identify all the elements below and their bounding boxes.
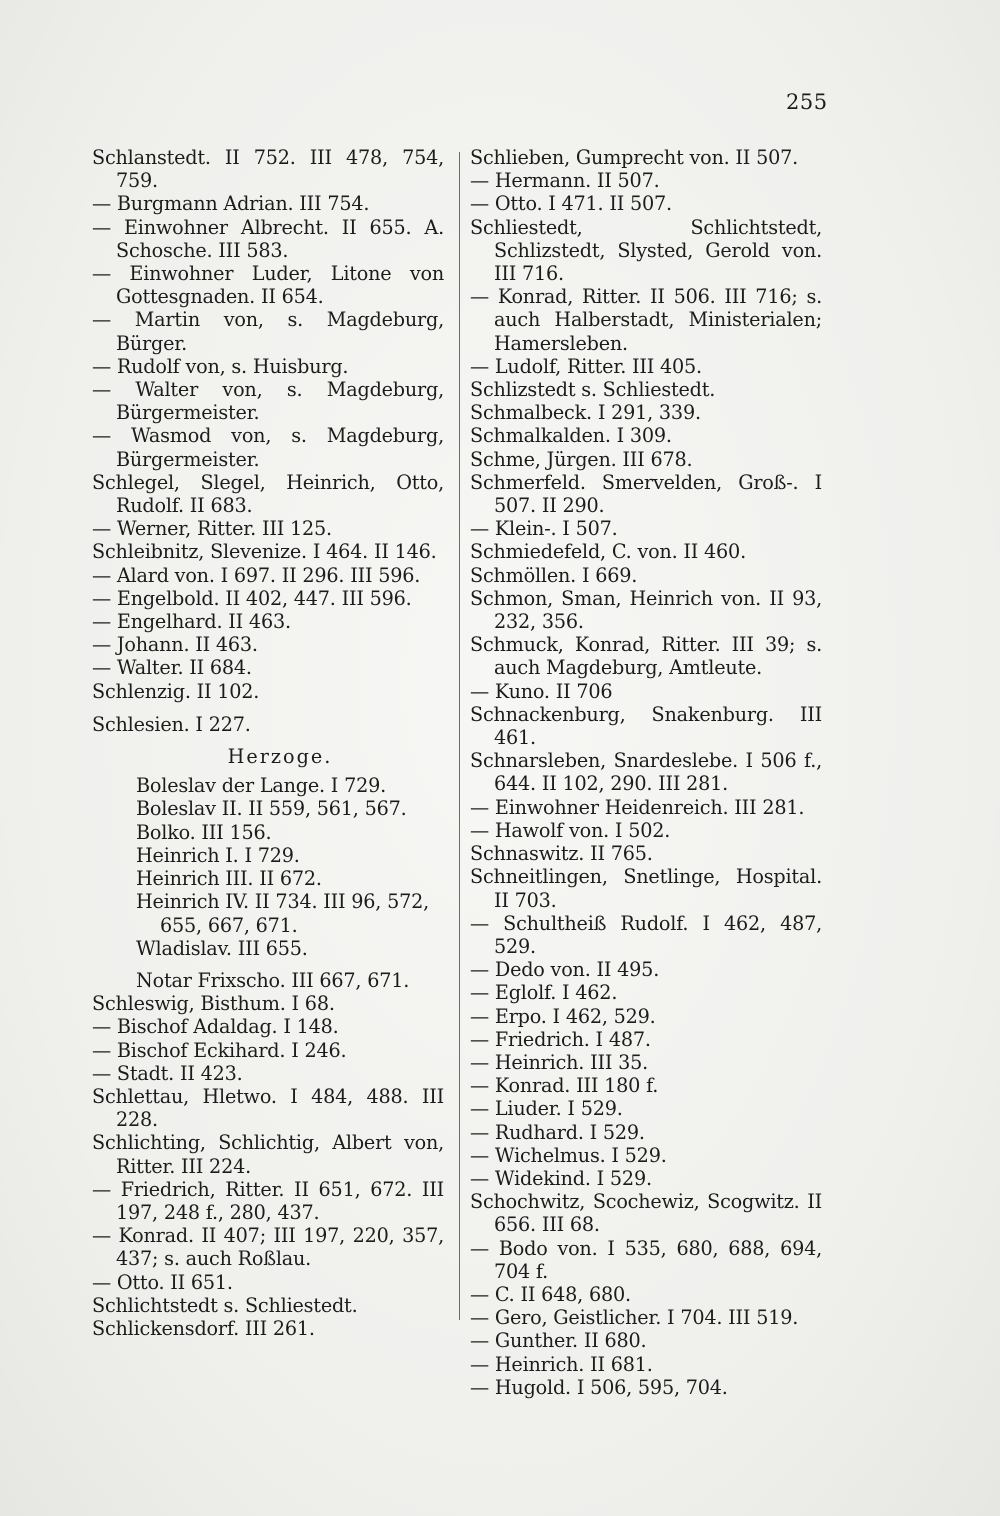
index-entry: Schmiedefeld, C. von. II 460.: [470, 540, 746, 564]
index-entry: — Klein-. I 507.: [470, 517, 618, 541]
index-entry: — Burgmann Adrian. III 754.: [92, 192, 370, 216]
index-entry: — Friedrich, Ritter. II 651, 672. III 197, 248 f., 280, 437.: [92, 1177, 444, 1224]
index-entry: — Dedo von. II 495.: [470, 958, 660, 982]
index-entry: Schlichtstedt s. Schliestedt.: [92, 1293, 358, 1317]
index-entry: — Otto. II 651.: [92, 1270, 233, 1294]
index-entry: Schmerfeld. Smervelden, Groß-. I 507. II 290.: [470, 470, 822, 518]
index-entry: Schlieben, Gumprecht von. II 507.: [470, 146, 799, 169]
index-entry: — Heinrich. III 35.: [470, 1050, 649, 1074]
index-entry: — Rudhard. I 529.: [470, 1120, 645, 1144]
index-entry: — C. II 648, 680.: [470, 1282, 631, 1306]
herzog-entry: Heinrich IV. II 734. III 96, 572, 655, 667, 671.: [136, 890, 430, 937]
index-entry: Schlesien. I 227.: [92, 712, 251, 736]
index-entry: Schlanstedt. II 752. III 478, 754, 759.: [92, 146, 444, 193]
column-divider: [459, 152, 460, 1320]
index-entry: — Friedrich. I 487.: [470, 1027, 651, 1051]
page-number: 255: [786, 90, 828, 114]
index-entry: — Hugold. I 506, 595, 704.: [470, 1375, 728, 1399]
index-entry: — Stadt. II 423.: [92, 1061, 243, 1085]
section-heading-herzoge: Herzoge.: [227, 745, 333, 769]
index-entry: Schmöllen. I 669.: [470, 563, 638, 587]
index-entry: Schleibnitz, Slevenize. I 464. II 146.: [92, 540, 437, 564]
index-entry: Schmuck, Konrad, Ritter. III 39; s. auch Magdeburg, Amtleute.: [470, 633, 822, 680]
index-entry: — Engelbold. II 402, 447. III 596.: [92, 586, 412, 610]
index-entry: — Gero, Geistlicher. I 704. III 519.: [470, 1306, 799, 1330]
index-entry: Schnarsleben, Snardeslebe. I 506 f., 644. II 102, 290. III 281.: [470, 749, 822, 796]
index-entry: Schlegel, Slegel, Heinrich, Otto, Rudolf. II 683.: [92, 470, 444, 518]
index-entry: — Gunther. II 680.: [470, 1329, 647, 1353]
index-entry: — Konrad, Ritter. II 506. III 716; s. auch Halberstadt, Ministerialen; Hamersleben.: [470, 285, 822, 355]
index-entry: — Wichelmus. I 529.: [470, 1143, 667, 1167]
index-entry: Schlichting, Schlichtig, Albert von, Ritter. III 224.: [92, 1131, 444, 1178]
index-entry: — Werner, Ritter. III 125.: [92, 517, 332, 541]
index-entry: — Engelhard. II 463.: [92, 610, 291, 634]
index-entry: — Konrad. III 180 f.: [470, 1074, 659, 1098]
index-entry: — Liuder. I 529.: [470, 1097, 623, 1121]
index-entry: Schmalbeck. I 291, 339.: [470, 401, 701, 425]
index-entry: Schochwitz, Scochewiz, Scogwitz. II 656. III 68.: [470, 1190, 822, 1237]
index-entry: Schleswig, Bisthum. I 68.: [92, 992, 335, 1016]
index-entry: — Heinrich. II 681.: [470, 1352, 653, 1376]
index-entry: Schneitlingen, Snetlinge, Hospital. II 703.: [470, 865, 822, 912]
index-entry: — Einwohner Heidenreich. III 281.: [470, 795, 805, 819]
herzog-entry: Boleslav II. II 559, 561, 567.: [136, 797, 407, 821]
index-entry: — Ludolf, Ritter. III 405.: [470, 354, 702, 378]
index-entry: — Johann. II 463.: [92, 633, 258, 657]
index-entry: — Rudolf von, s. Huisburg.: [92, 354, 349, 378]
index-entry: — Einwohner Luder, Litone von Gottesgnaden. II 654.: [92, 262, 444, 309]
herzog-entry: Heinrich III. II 672.: [136, 867, 322, 891]
index-column-left: [92, 146, 444, 1340]
index-entry: Schme, Jürgen. III 678.: [470, 447, 693, 471]
herzog-entry: Heinrich I. I 729.: [136, 843, 300, 867]
index-entry: Schlenzig. II 102.: [92, 679, 260, 703]
index-entry: — Eglolf. I 462.: [470, 981, 618, 1005]
herzog-entry: Boleslav der Lange. I 729.: [136, 774, 386, 798]
index-entry: Schlettau, Hletwo. I 484, 488. III 228.: [92, 1084, 444, 1132]
herzog-entry: Wladislav. III 655.: [136, 936, 308, 960]
notar-entry: Notar Frixscho. III 667, 671.: [136, 968, 410, 992]
index-entry: — Alard von. I 697. II 296. III 596.: [92, 563, 421, 587]
index-entry: — Bodo von. I 535, 680, 688, 694, 704 f.: [470, 1236, 822, 1283]
index-entry: — Konrad. II 407; III 197, 220, 357, 437; s. auch Roßlau.: [92, 1224, 444, 1271]
index-entry: — Hermann. II 507.: [470, 169, 660, 193]
index-entry: — Hawolf von. I 502.: [470, 818, 671, 842]
index-entry: Schnaswitz. II 765.: [470, 842, 653, 866]
index-entry: — Kuno. II 706: [470, 679, 613, 703]
index-entry: Schmalkalden. I 309.: [470, 424, 672, 448]
index-entry: — Schultheiß Rudolf. I 462, 487, 529.: [470, 911, 822, 958]
index-entry: Schlizstedt s. Schliestedt.: [470, 378, 716, 402]
index-entry: — Bischof Eckihard. I 246.: [92, 1038, 347, 1062]
index-column-right: [470, 146, 822, 1399]
index-entry: Schnackenburg, Snakenburg. III 461.: [470, 702, 822, 750]
index-entry: — Walter von, s. Magdeburg, Bürgermeister.: [92, 378, 444, 425]
index-entry: — Einwohner Albrecht. II 655. A. Schosche. III 583.: [92, 215, 444, 262]
index-entry: — Walter. II 684.: [92, 656, 252, 680]
index-entry: — Erpo. I 462, 529.: [470, 1004, 656, 1028]
index-entry: — Bischof Adaldag. I 148.: [92, 1015, 339, 1039]
index-entry: Schlickensdorf. III 261.: [92, 1316, 315, 1340]
index-entry: — Martin von, s. Magdeburg, Bürger.: [92, 308, 444, 355]
index-entry: — Wasmod von, s. Magdeburg, Bürgermeister.: [92, 424, 444, 471]
herzog-entry: Bolko. III 156.: [136, 820, 272, 844]
index-entry: Schliestedt, Schlichtstedt, Schlizstedt, Slysted, Gerold von. III 716.: [470, 215, 822, 286]
index-entry: — Otto. I 471. II 507.: [470, 192, 672, 216]
index-entry: — Widekind. I 529.: [470, 1166, 652, 1190]
index-entry: Schmon, Sman, Heinrich von. II 93, 232, 356.: [470, 586, 822, 634]
